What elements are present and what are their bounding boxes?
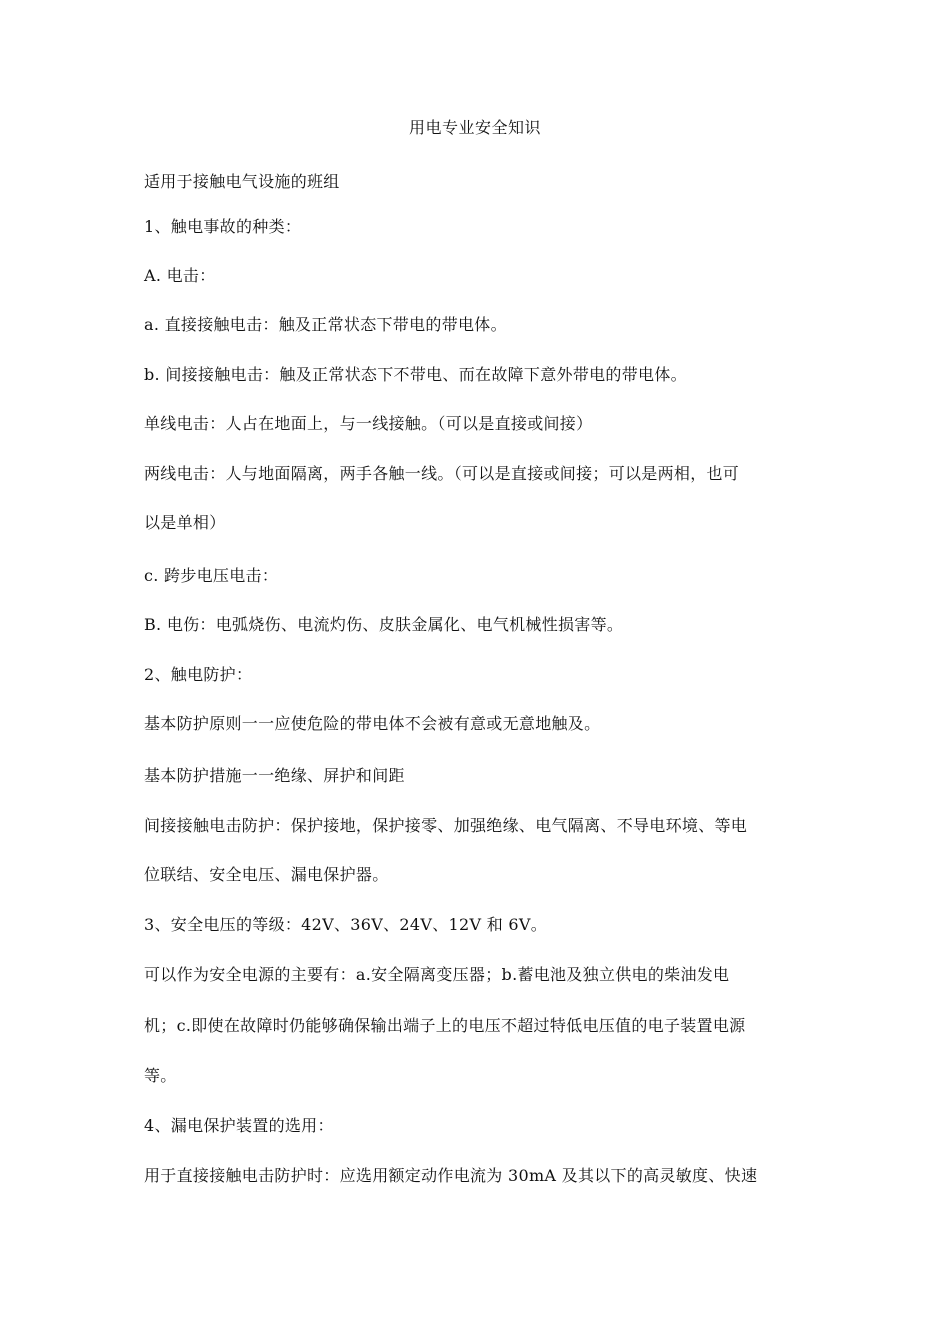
paragraph-line: 4、漏电保护装置的选用：	[144, 1116, 334, 1135]
paragraph-line: B. 电伤：电弧烧伤、电流灼伤、皮肤金属化、电气机械性损害等。	[144, 615, 624, 634]
paragraph-line: 2、触电防护：	[144, 665, 253, 684]
paragraph-line: 基本防护原则一一应使危险的带电体不会被有意或无意地触及。	[144, 714, 601, 733]
paragraph-line: 间接接触电击防护：保护接地，保护接零、加强绝缘、电气隔离、不导电环境、等电	[144, 816, 748, 835]
paragraph-line: 适用于接触电气设施的班组	[144, 172, 340, 191]
paragraph-line: 基本防护措施一一绝缘、屏护和间距	[144, 766, 405, 785]
paragraph-line: 1、触电事故的种类：	[144, 217, 302, 236]
paragraph-line: 用于直接接触电击防护时：应选用额定动作电流为 30mA 及其以下的高灵敏度、快速	[144, 1166, 758, 1185]
paragraph-line: 位联结、安全电压、漏电保护器。	[144, 865, 389, 884]
document-title: 用电专业安全知识	[408, 118, 541, 137]
paragraph-line: a. 直接接触电击：触及正常状态下带电的带电体。	[144, 315, 507, 334]
paragraph-line: b. 间接接触电击：触及正常状态下不带电、而在故障下意外带电的带电体。	[144, 365, 687, 384]
paragraph-line: 等。	[144, 1066, 177, 1085]
paragraph-line: 机；c.即使在故障时仍能够确保输出端子上的电压不超过特低电压值的电子装置电源	[144, 1016, 746, 1035]
paragraph-line: 单线电击：人占在地面上，与一线接触。（可以是直接或间接）	[144, 414, 593, 433]
paragraph-line: 可以作为安全电源的主要有：a.安全隔离变压器；b.蓄电池及独立供电的柴油发电	[144, 965, 730, 984]
paragraph-line: 两线电击：人与地面隔离，两手各触一线。（可以是直接或间接；可以是两相，也可	[144, 464, 740, 483]
paragraph-line: A. 电击：	[144, 266, 216, 285]
paragraph-line: c. 跨步电压电击：	[144, 566, 279, 585]
paragraph-line: 3、安全电压的等级：42V、36V、24V、12V 和 6V。	[144, 915, 548, 934]
paragraph-line: 以是单相）	[144, 513, 226, 532]
